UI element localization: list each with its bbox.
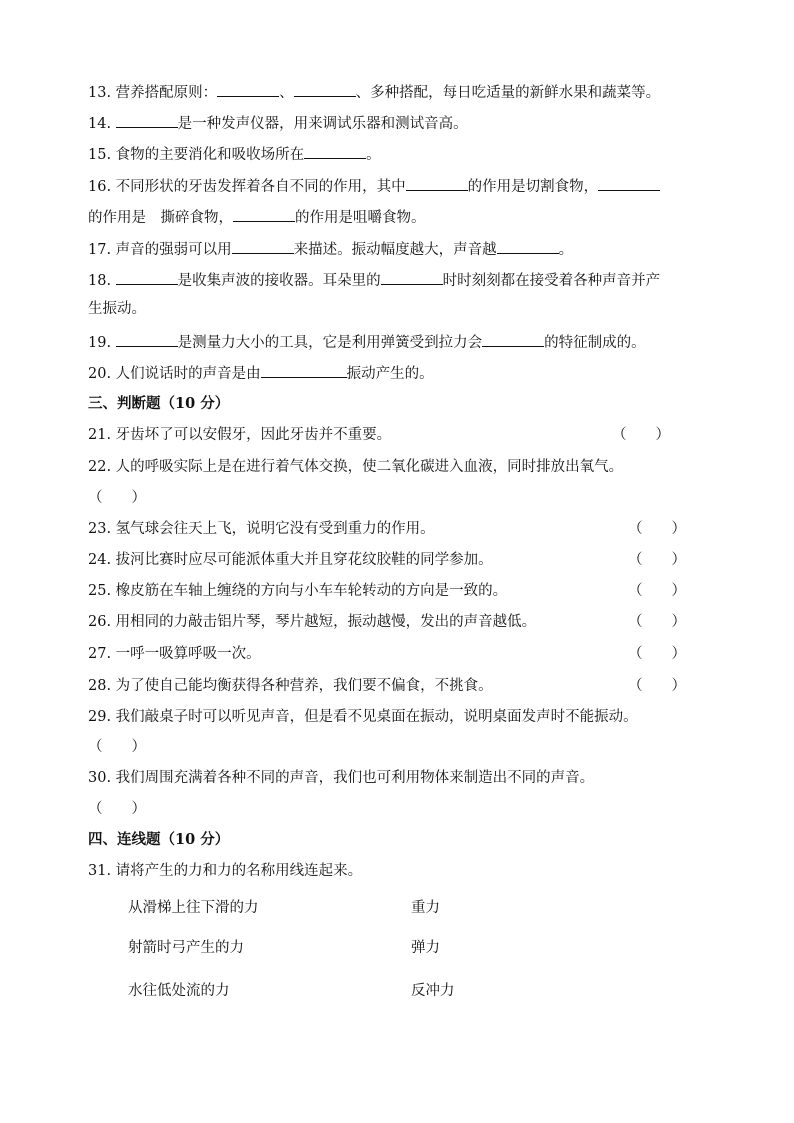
- question-number: 18.: [88, 273, 112, 289]
- question-18: [88, 270, 660, 291]
- question-13: [88, 82, 660, 103]
- question-text: 的特征制成的。: [544, 335, 646, 351]
- question-text: 来描述。振动幅度越大，声音越: [293, 242, 497, 258]
- answer-paren[interactable]: （ ）: [88, 801, 146, 817]
- question-text: 、: [279, 85, 294, 101]
- question-text: 请将产生的力和力的名称用线连起来。: [115, 863, 363, 879]
- question-22: [88, 457, 623, 477]
- match-left-item[interactable]: 射箭时弓产生的力: [128, 940, 244, 956]
- section-heading-judge: 三、判断题（10 分）: [88, 395, 230, 412]
- question-29: [88, 707, 638, 727]
- question-19: [88, 332, 646, 353]
- question-24: [88, 550, 493, 570]
- question-number: 16.: [88, 179, 112, 195]
- answer-paren[interactable]: （ ）: [628, 583, 686, 599]
- question-21: [88, 425, 391, 445]
- answer-blank[interactable]: [116, 270, 178, 285]
- question-text: 的作用是咀嚼食物。: [295, 210, 426, 226]
- question-number: 27.: [88, 646, 112, 662]
- question-number: 26.: [88, 614, 112, 630]
- answer-paren[interactable]: （ ）: [628, 552, 686, 568]
- question-number: 24.: [88, 552, 112, 568]
- question-text: 、多种搭配，每日吃适量的新鲜水果和蔬菜等。: [355, 85, 661, 101]
- answer-blank[interactable]: [233, 207, 295, 222]
- question-23: [88, 519, 435, 539]
- question-16: [88, 176, 660, 197]
- question-text: 人的呼吸实际上是在进行着气体交换，使二氧化碳进入血液，同时排放出氧气。: [115, 459, 624, 475]
- question-18-continued: [88, 299, 146, 319]
- question-text: 声音的强弱可以用: [115, 242, 232, 258]
- question-number: 13.: [88, 85, 112, 101]
- question-27: [88, 644, 261, 664]
- question-number: 21.: [88, 427, 112, 443]
- question-number: 19.: [88, 335, 112, 351]
- question-number: 20.: [88, 366, 112, 382]
- match-left-item[interactable]: 水往低处流的力: [128, 983, 230, 999]
- question-number: 17.: [88, 242, 112, 258]
- answer-blank[interactable]: [497, 239, 559, 254]
- question-25: [88, 581, 507, 601]
- question-26: [88, 612, 536, 632]
- answer-paren[interactable]: （ ）: [88, 739, 146, 755]
- answer-blank[interactable]: [482, 332, 544, 347]
- question-30: [88, 768, 594, 788]
- answer-blank[interactable]: [261, 363, 347, 378]
- question-text: 的作用是 撕碎食物，: [88, 210, 233, 226]
- answer-paren[interactable]: （ ）: [628, 646, 686, 662]
- answer-paren[interactable]: （ ）: [612, 427, 670, 443]
- question-number: 14.: [88, 116, 112, 132]
- answer-blank[interactable]: [294, 82, 356, 97]
- question-number: 15.: [88, 147, 112, 163]
- question-31: [88, 861, 362, 881]
- match-right-item[interactable]: 重力: [411, 900, 440, 916]
- question-15: [88, 144, 381, 165]
- question-number: 28.: [88, 678, 112, 694]
- question-text: 是一种发声仪器，用来调试乐器和测试音高。: [177, 116, 468, 132]
- question-text: 牙齿坏了可以安假牙，因此牙齿并不重要。: [115, 427, 392, 443]
- question-text: 我们敲桌子时可以听见声音，但是看不见桌面在振动，说明桌面发声时不能振动。: [115, 709, 638, 725]
- answer-paren[interactable]: （ ）: [88, 490, 146, 506]
- question-text: 的作用是切割食物，: [467, 179, 599, 195]
- question-number: 25.: [88, 583, 112, 599]
- answer-blank[interactable]: [217, 82, 279, 97]
- question-number: 22.: [88, 459, 112, 475]
- answer-paren[interactable]: （ ）: [628, 521, 686, 537]
- question-text: 一呼一吸算呼吸一次。: [115, 646, 261, 662]
- question-text: 。: [366, 147, 381, 163]
- match-left-item[interactable]: 从滑梯上往下滑的力: [128, 900, 259, 916]
- question-text: 橡皮筋在车轴上缠绕的方向与小车车轮转动的方向是一致的。: [115, 583, 508, 599]
- question-number: 31.: [88, 863, 112, 879]
- answer-paren[interactable]: （ ）: [628, 678, 686, 694]
- question-number: 29.: [88, 709, 112, 725]
- question-text: 营养搭配原则：: [115, 85, 218, 101]
- match-right-item[interactable]: 反冲力: [411, 983, 455, 999]
- match-right-item[interactable]: 弹力: [411, 940, 440, 956]
- question-text: 我们周围充满着各种不同的声音，我们也可利用物体来制造出不同的声音。: [115, 770, 595, 786]
- question-text: 用相同的力敲击铝片琴，琴片越短，振动越慢，发出的声音越低。: [115, 614, 537, 630]
- question-text: 不同形状的牙齿发挥着各自不同的作用，其中: [115, 179, 406, 195]
- question-text: 是测量力大小的工具，它是利用弹簧受到拉力会: [177, 335, 483, 351]
- question-text: 振动产生的。: [346, 366, 434, 382]
- question-number: 30.: [88, 770, 112, 786]
- question-text: 食物的主要消化和吸收场所在: [115, 147, 305, 163]
- answer-blank[interactable]: [116, 113, 178, 128]
- question-text: 时时刻刻都在接受着各种声音并产: [442, 273, 661, 289]
- question-text: 为了使自己能均衡获得各种营养，我们要不偏食，不挑食。: [115, 678, 493, 694]
- section-heading-match: 四、连线题（10 分）: [88, 831, 230, 848]
- question-text: 生振动。: [88, 301, 146, 317]
- question-28: [88, 676, 493, 696]
- answer-blank[interactable]: [304, 144, 366, 159]
- question-text: 拔河比赛时应尽可能派体重大并且穿花纹胶鞋的同学参加。: [115, 552, 493, 568]
- answer-paren[interactable]: （ ）: [628, 614, 686, 630]
- question-20: [88, 363, 434, 384]
- question-17: [88, 239, 573, 260]
- answer-blank[interactable]: [116, 332, 178, 347]
- question-text: 氢气球会往天上飞，说明它没有受到重力的作用。: [115, 521, 435, 537]
- question-14: [88, 113, 468, 134]
- answer-blank[interactable]: [232, 239, 294, 254]
- answer-blank[interactable]: [598, 176, 660, 191]
- answer-blank[interactable]: [381, 270, 443, 285]
- question-16-continued: [88, 207, 426, 228]
- question-text: 人们说话时的声音是由: [115, 366, 261, 382]
- question-text: 。: [558, 242, 574, 258]
- answer-blank[interactable]: [406, 176, 468, 191]
- question-text: 是收集声波的接收器。耳朵里的: [177, 273, 381, 289]
- question-number: 23.: [88, 521, 112, 537]
